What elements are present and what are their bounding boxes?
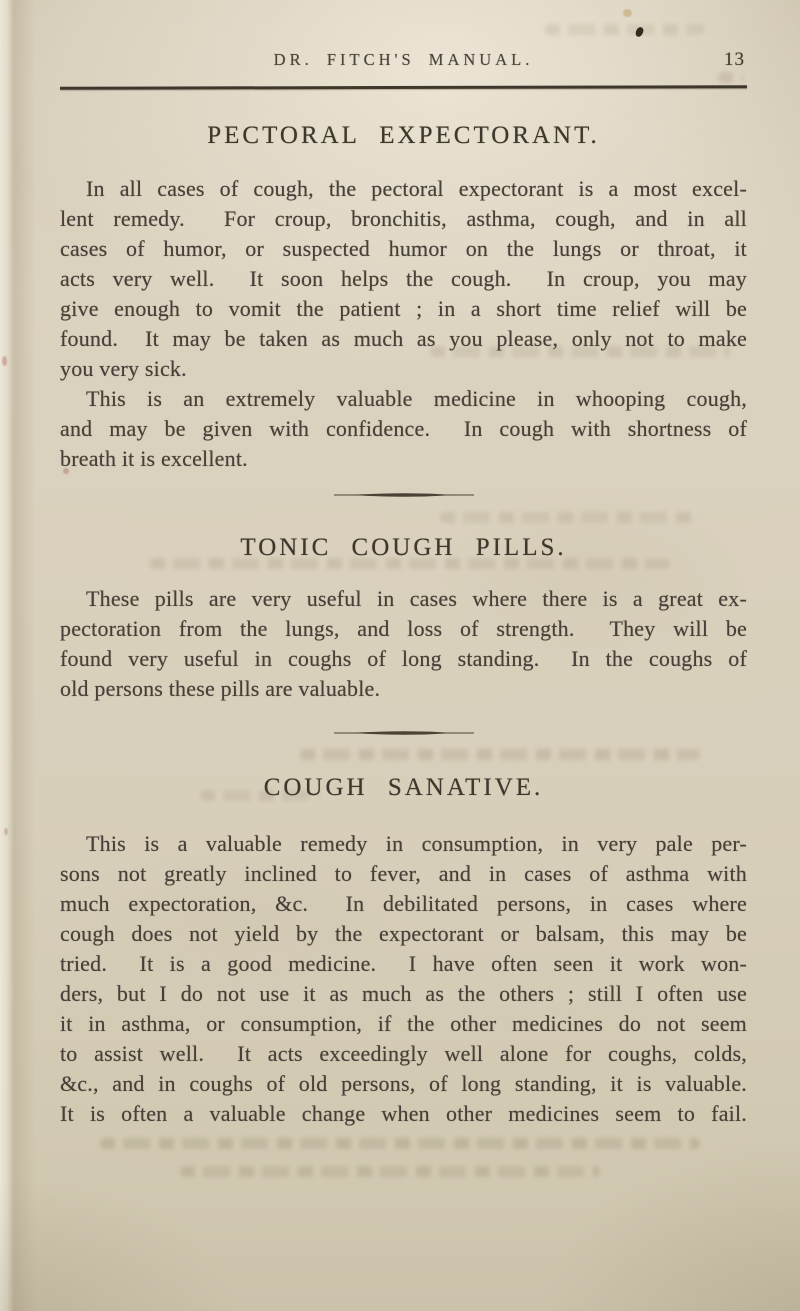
text-line: acts very well. It soon helps the cough. In croup, you may [60, 265, 747, 291]
bleedthrough-mark [545, 24, 705, 35]
text-line: tried. It is a good medicine. I have often seen it work won- [60, 950, 747, 976]
paragraph [60, 829, 747, 1129]
text-line: lent remedy. For croup, bronchitis, asthma, cough, and in all [60, 205, 747, 231]
paper-speck [4, 828, 8, 835]
section-heading-cough-sanative: COUGH SANATIVE. [263, 773, 544, 801]
text-column [60, 48, 747, 1129]
text-line: it in asthma, or consumption, if the other medicines do not seem [60, 1010, 747, 1036]
text-line: This is a valuable remedy in consumption, in very pale per- [86, 830, 747, 856]
text-line: This is an extremely valuable medicine in whooping cough, [86, 385, 747, 411]
running-head [60, 48, 747, 72]
text-line: pectoration from the lungs, and loss of strength. They will be [60, 615, 747, 641]
text-line: &c., and in coughs of old persons, of long standing, it is valuable. [60, 1070, 747, 1096]
text-line: cases of humor, or suspected humor on the lungs or throat, it [60, 235, 747, 261]
text-line: found. It may be taken as much as you please, only not to make [60, 325, 747, 351]
text-line: sons not greatly inclined to fever, and in cases of asthma with [60, 860, 747, 886]
text-line: old persons these pills are valuable. [60, 675, 381, 701]
paper-speck [2, 356, 7, 366]
paragraph [60, 384, 747, 474]
text-line: ders, but I do not use it as much as the others ; still I often use [60, 980, 747, 1006]
page-number: 13 [724, 49, 745, 70]
paragraph [60, 174, 747, 384]
text-line: to assist well. It acts exceedingly well alone for coughs, colds, [60, 1040, 747, 1066]
text-line: cough does not yield by the expectorant or balsam, this may be [60, 920, 747, 946]
swelled-rule-divider [334, 491, 474, 499]
text-line: In all cases of cough, the pectoral expectorant is a most excel- [86, 175, 747, 201]
text-line: found very useful in coughs of long standing. In the coughs of [60, 645, 747, 671]
text-line: breath it is excellent. [60, 445, 248, 471]
text-line: give enough to vomit the patient ; in a short time relief will be [60, 295, 747, 321]
paper-speck [623, 9, 632, 17]
text-line: much expectoration, &c. In debilitated persons, in cases where [60, 890, 747, 916]
paragraph [60, 584, 747, 704]
section-heading-pectoral-expectorant: PECTORAL EXPECTORANT. [207, 121, 600, 149]
text-line: It is often a valuable change when other medicines seem to fail. [60, 1100, 747, 1126]
swelled-rule-divider [334, 729, 474, 737]
bleedthrough-mark [100, 1138, 700, 1149]
text-line: and may be given with confidence. In cough with shortness of [60, 415, 747, 441]
text-line: you very sick. [60, 355, 187, 381]
section-heading-tonic-cough-pills: TONIC COUGH PILLS. [240, 533, 567, 561]
text-line: These pills are very useful in cases where there is a great ex- [86, 585, 747, 611]
bleedthrough-mark [180, 1166, 600, 1177]
header-rule [60, 85, 747, 89]
running-head-title: DR. FITCH'S MANUAL. [273, 50, 534, 69]
